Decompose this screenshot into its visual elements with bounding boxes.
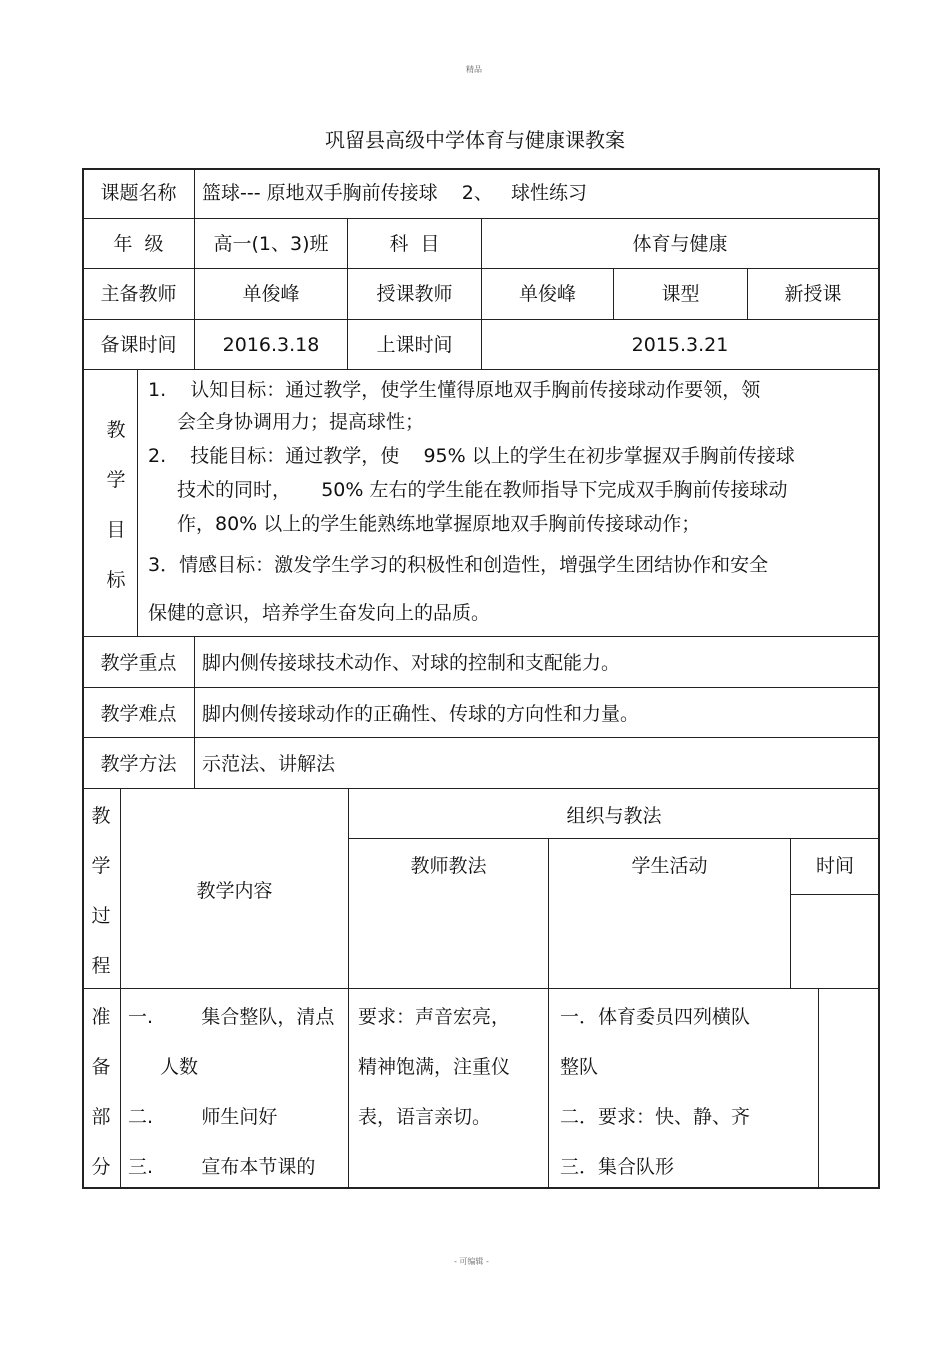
subject-value: 体育与健康 bbox=[632, 233, 728, 255]
method-label: 教学方法 bbox=[100, 753, 177, 775]
subject-label: 科 目 bbox=[389, 233, 440, 255]
prep-time-value: 2016.3.18 bbox=[222, 334, 320, 356]
class-time-value: 2015.3.21 bbox=[631, 334, 729, 356]
grade-value: 高一(1、3)班 bbox=[213, 233, 329, 255]
difficulty-value: 脚内侧传接球动作的正确性、传球的方向性和力量。 bbox=[202, 703, 640, 725]
main-teacher-label: 主备教师 bbox=[100, 283, 177, 305]
footer-mark: - 可编辑 - bbox=[454, 1257, 489, 1266]
topic-label: 课题名称 bbox=[100, 182, 177, 204]
organization-header: 组织与教法 bbox=[566, 805, 662, 827]
grade-label: 年 级 bbox=[113, 233, 164, 255]
prep-time-label: 备课时间 bbox=[100, 334, 177, 356]
lesson-type-label: 课型 bbox=[661, 283, 700, 305]
content-header: 教学内容 bbox=[196, 880, 273, 902]
header-mark: 精品 bbox=[466, 65, 482, 74]
class-time-label: 上课时间 bbox=[376, 334, 453, 356]
student-activity-header: 学生活动 bbox=[631, 855, 708, 877]
topic-value: 篮球--- 原地双手胸前传接球 2、 球性练习 bbox=[202, 182, 587, 204]
page-title: 巩留县高级中学体育与健康课教案 bbox=[325, 128, 625, 152]
key-point-label: 教学重点 bbox=[100, 652, 177, 674]
key-point-value: 脚内侧传接球技术动作、对球的控制和支配能力。 bbox=[202, 652, 621, 674]
time-header: 时间 bbox=[815, 855, 854, 877]
method-value: 示范法、讲解法 bbox=[202, 753, 336, 775]
teacher-value: 单俊峰 bbox=[518, 283, 576, 305]
teacher-method-header: 教师教法 bbox=[410, 855, 487, 877]
teacher-label: 授课教师 bbox=[376, 283, 453, 305]
lesson-type-value: 新授课 bbox=[784, 283, 842, 305]
difficulty-label: 教学难点 bbox=[100, 703, 177, 725]
main-teacher-value: 单俊峰 bbox=[242, 283, 300, 305]
